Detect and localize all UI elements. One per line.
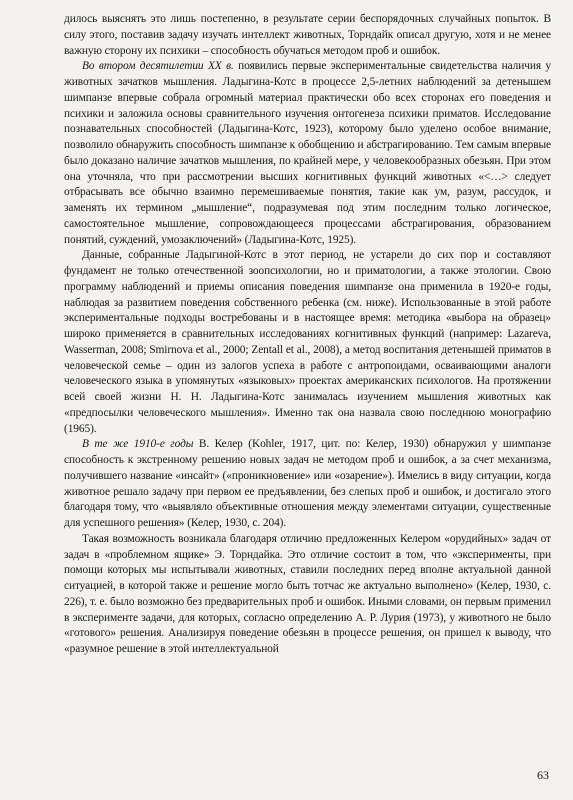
paragraph-4 [64, 437, 551, 532]
paragraph-3-text: Данные, собранные Ладыгиной-Котс в этот период, не устарели до сих пор и составляют фундамент не только отечественной зоопсихологии, но и приматологии, а также этологии. Свою программу наблюдений и приемы описания поведения шимпанзе она применила в 1920-е годы, наблюдая за развитием поведения собственного ребенка (см. ниже). Использованные в этой работе экспериментальные подходы востребованы и в настоящее время: методика «выбора на образец» широко применяется в сравнительных исследованиях когнитивных функций (например: Lazareva, Wasserman, 2008; Smirnova et al., 2000; Zentall et al., 2008), а метод воспитания детенышей приматов в человеческой семье – один из залогов успеха в работе с антропоидами, осваивающими аналоги человеческого языка в упомянутых «языковых» проектах американских психологов. На протяжении всей своей жизни Н. Н. Ладыгина-Котс занималась изучением мышления животных как «предпосылки человеческого мышления». Именно так она назвала свою последнюю монографию (1965). [64, 249, 551, 435]
paragraph-5 [64, 532, 551, 658]
paragraph-1-text: дилось выяснять это лишь постепенно, в результате серии беспорядочных случайных попыток. В силу этого, поставив задачу изучать интеллект животных, Торндайк описал другую, хотя и не менее важную сторону их психики – способность обучаться методом проб и ошибок. [64, 13, 551, 57]
paragraph-4-lead: В те же 1910-е годы [82, 438, 194, 451]
body-text [64, 12, 551, 658]
paragraph-1 [64, 12, 551, 59]
paragraph-2 [64, 59, 551, 248]
paragraph-5-text: Такая возможность возникала благодаря отличию предложенных Келером «орудийных» задач от задач в «проблемном ящике» Э. Торндайка. Это отличие состоит в том, что «эксперименты, при помощи которых мы испытывали животных, ставили последних перед вполне актуальной данной ситуацией, в которой также и решение могло быть тотчас же актуально выполнено» (Келер, 1930, с. 226), т. е. было возможно без предварительных проб и ошибок. Иными словами, он первым применил в эксперименте задачи, для которых, согласно определению А. Р. Лурия (1973), у животного не было «готового» решения. Анализируя поведение обезьян в процессе решения, он пришел к выводу, что «разумное решение в этой интеллектуальной [64, 532, 551, 655]
paragraph-3 [64, 248, 551, 437]
page-number: 63 [537, 768, 549, 782]
paragraph-2-lead: Во втором десятилетии XX в. [82, 60, 234, 73]
paragraph-2-text: появились первые экспериментальные свидетельства наличия у животных зачатков мышления. Ладыгина-Котс в процессе 2,5-летних наблюдений за детенышем шимпанзе впервые собрала огромный материал практически обо всех сторонах его поведения и психики и заложила основы сравнительного изучения онтогенеза психики приматов. Исследование познавательных способностей (Ладыгина-Котс, 1923), которому было уделено особое внимание, позволило обнаружить способность шимпанзе к обобщению и абстрагированию. Тем самым впервые было доказано наличие зачатков мышления, по крайней мере, у человекообразных обезьян. При этом она уточняла, что при рассмотрении высших когнитивных функций животных «<…> следует отбрасывать все обычно взаимно перемешиваемые понятия, такие как ум, разум, рассудок, и заменять их термином „мышление“, подразумевая под этим последним только логическое, самостоятельное мышление, сопровождающееся процессами абстрагирования, образованием понятий, суждений, умозаключений» (Ладыгина-Котс, 1925). [64, 60, 552, 246]
paragraph-4-text: В. Келер (Kohler, 1917, цит. по: Келер, 1930) обнаружил у шимпанзе способность к экстренному решению новых задач не методом проб и ошибок, а за счет механизма, получившего название «инсайт» («проникновение» или «озарение»). Имелись в виду ситуации, когда животное решало задачу при первом ее предъявлении, без слепых проб и ошибок, и достигало этого благодаря тому, что «выявляло объективные отношения между элементами ситуации, существенные для успешного решения» (Келер, 1930, с. 204). [64, 438, 551, 529]
